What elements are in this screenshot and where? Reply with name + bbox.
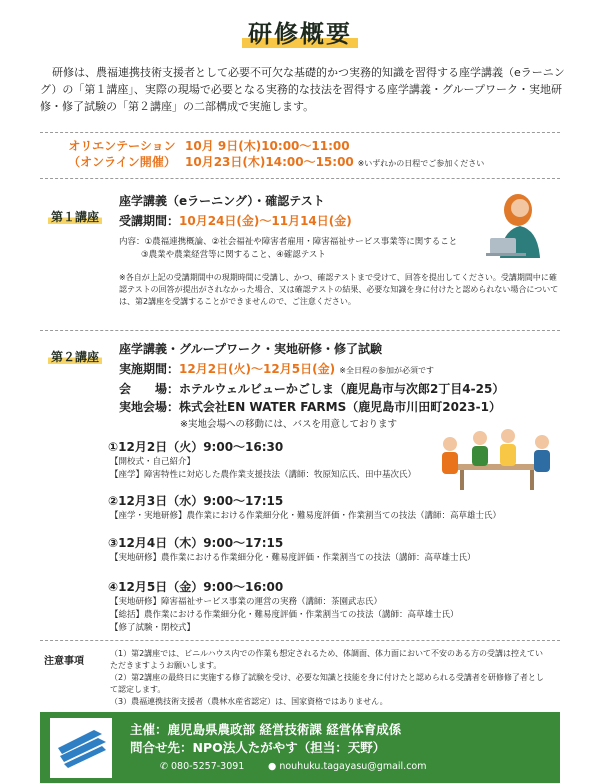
day4-item: 【修了試験・閉校式】 (110, 623, 196, 633)
page-title: 研修概要 (242, 14, 358, 49)
course1-period: 10月24日(金)～11月14日(金) (179, 214, 352, 228)
day3-item: 【実地研修】農作業における作業細分化・難易度評価・作業割当ての技法（講師：高草雄士氏） (110, 553, 476, 563)
course1-label: 第１講座 (48, 210, 102, 224)
divider (40, 132, 560, 133)
course2-venue: ホテルウェルビューかごしま（鹿児島市与次郎2丁目4-25） (179, 382, 505, 396)
note-item: （1）第2講座では、ビニルハウス内での作業も想定されるため、体調面、体力面において不安のある方の受講は控えていただきますようお願いします。 (110, 649, 544, 670)
divider (40, 330, 560, 331)
orientation-label-2: （オンライン開催） (68, 155, 176, 169)
day1-head: ①12月2日（火）9:00～16:30 (108, 440, 284, 454)
group-meeting-illustration (432, 424, 562, 492)
intro-text: 研修は、農福連携技術支援者として必要不可欠な基礎的かつ実務的知識を習得する座学講義（eラーニング）の「第１講座」、実際の現場で必要となる実務的な技法を習得する座学講義・グループワーク・実地研修・修了試験の「第２講座」の二部構成で実施します。 (40, 66, 565, 113)
orientation-label (42, 138, 202, 170)
day4-item: 【総括】農作業における作業細分化・難易度評価・作業割当ての技法（講師：高草雄士氏） (110, 610, 459, 620)
day4-items (110, 596, 550, 635)
course2-period-note: ※全日程の参加が必須です (339, 366, 434, 375)
footer-phone-row (160, 761, 244, 772)
orientation-date-1: 10月 9日(木)10:00～11:00 (185, 139, 350, 153)
day1-items (110, 456, 440, 482)
footer-email[interactable]: nouhuku.tagayasu@gmail.com (279, 761, 427, 772)
footer-contact: 問合せ先：NPO法人たがやす（担当：天野） (130, 740, 386, 755)
orientation-label-1: オリエンテーション (68, 139, 176, 153)
day4-item: 【実地研修】障害福祉サービス事業の運営の実務（講師：茶園武志氏） (110, 597, 383, 607)
course1-period-label: 受講期間： (119, 214, 180, 228)
logo-box (50, 718, 112, 778)
course2-label-wrap (48, 346, 102, 365)
day3-head: ③12月4日（木）9:00～17:15 (108, 536, 284, 550)
course2-venue-label: 会 場： (119, 382, 180, 396)
course1-content-1: 内容：①農福連携概論、②社会福祉や障害者雇用・障害福祉サービス事業等に関すること (119, 237, 458, 247)
footer-host: 主催：鹿児島県農政部 経営技術課 経営体育成係 (130, 722, 402, 737)
day1-item: 【開校式・自己紹介】 (110, 457, 196, 467)
course2-bus-note: ※実地会場への移動には、バスを用意しております (180, 419, 397, 430)
course2-label: 第２講座 (48, 350, 102, 364)
day1-item: 【座学】障害特性に対応した農作業支援技法（講師：牧原知広氏、田中基次氏） (110, 470, 417, 480)
day2-head: ②12月3日（水）9:00～17:15 (108, 494, 284, 508)
course1-period-row (119, 212, 352, 229)
note-item: （2）第2講座の最終日に実施する修了試験を受け、必要な知識と技能を身に付けたと認められる受講者を研修修了者として認定します。 (110, 673, 544, 694)
day3-items (110, 552, 550, 565)
course2-period: 12月2日(火)～12月5日(金) (179, 362, 336, 376)
course1-content (119, 236, 479, 262)
divider (40, 178, 560, 179)
footer-email-row (268, 761, 426, 772)
day2-items (110, 510, 550, 523)
course2-venue-row (119, 380, 504, 397)
orientation-date-2-row (185, 154, 484, 172)
course2-field: 株式会社EN WATER FARMS（鹿児島市川田町2023-1） (179, 400, 501, 414)
course2-period-label: 実施期間： (119, 362, 180, 376)
course2-field-label: 実地会場： (119, 400, 180, 414)
course1-heading: 座学講義（eラーニング）・確認テスト (119, 194, 325, 208)
phone-icon: ✆ (160, 761, 168, 772)
divider (40, 640, 560, 641)
orientation-note: ※いずれかの日程でご参加ください (357, 159, 485, 168)
laptop-woman-illustration (478, 186, 558, 266)
notes-list (110, 648, 550, 708)
organization-logo (50, 718, 112, 778)
course2-period-row (119, 360, 434, 377)
notes-label: 注意事項 (44, 656, 84, 667)
course2-field-row (119, 398, 501, 415)
course2-heading: 座学講義・グループワーク・実地研修・修了試験 (119, 342, 383, 356)
day4-head: ④12月5日（金）9:00～16:00 (108, 580, 284, 594)
course1-note: ※各自が上記の受講期間中の現期時間に受講し、かつ、確認テストまで受けて、回答を提出してください。受講期間中に確認テストの回答が提出がされなかった場合、又は確認テストの結果、必要な知識を身に付けたと認められない場合については、第2講座を受講することができませんので、ご注意ください。 (119, 273, 559, 306)
title-area (0, 14, 600, 49)
footer-phone[interactable]: 080-5257-3091 (171, 761, 245, 772)
email-icon: ● (268, 761, 277, 772)
course1-content-2: ③農業や農業経営等に関すること、④確認テスト (141, 250, 326, 260)
orientation-date-2: 10月23日(木)14:00～15:00 (185, 155, 354, 169)
note-item: （3）農福連携技術支援者（農林水産省認定）は、国家資格ではありません。 (110, 697, 388, 706)
day2-item: 【座学・実地研修】農作業における作業細分化・難易度評価・作業割当ての技法（講師：高草雄士氏） (110, 511, 502, 521)
course1-label-wrap (48, 206, 102, 225)
